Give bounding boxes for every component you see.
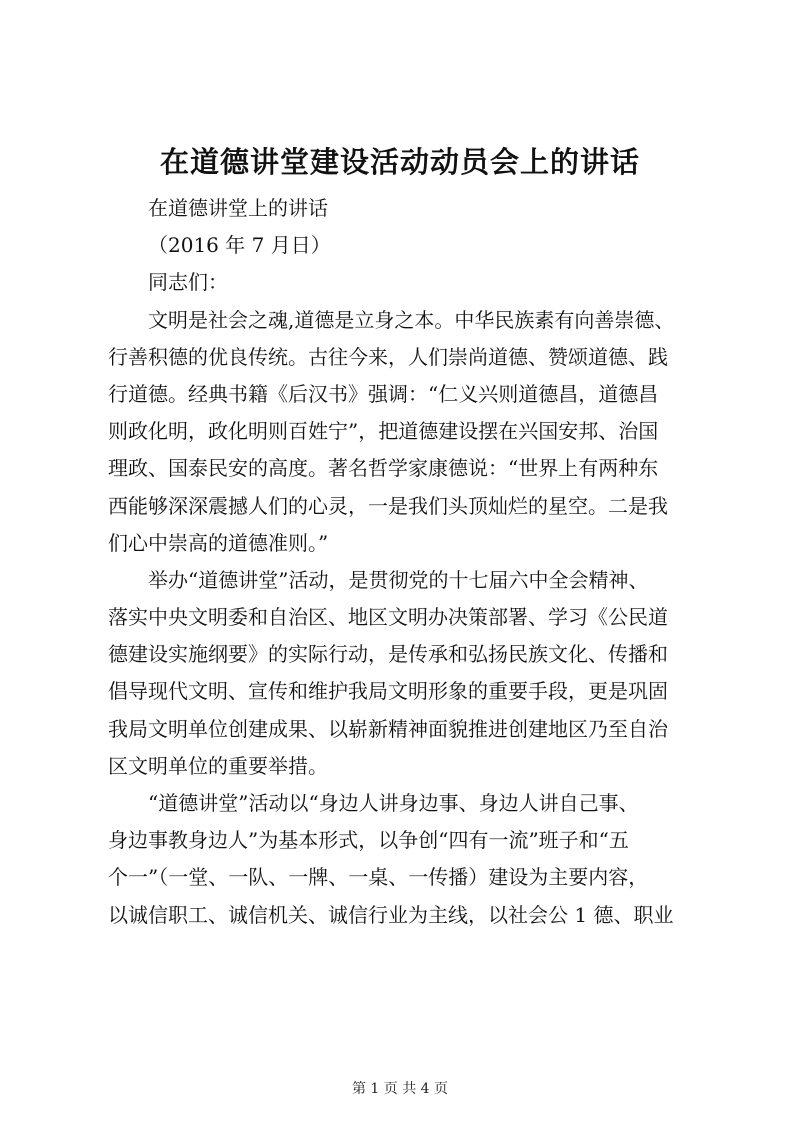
paragraph-line: 倡导现代文明、宣传和维护我局文明形象的重要手段，更是巩固: [108, 679, 668, 704]
paragraph-line: 西能够深深震撼人们的心灵，一是我们头顶灿烂的星空。二是我: [108, 493, 668, 518]
subtitle: 在道德讲堂上的讲话: [148, 196, 328, 220]
paragraph-line: 理政、国泰民安的高度。著名哲学家康德说：“世界上有两种东: [108, 456, 659, 481]
paragraph-line: 们心中崇高的道德准则。”: [108, 530, 329, 555]
paragraph-line: 落实中央文明委和自治区、地区文明办决策部署、学习《公民道: [108, 605, 668, 630]
paragraph-2: [108, 562, 698, 785]
paragraph-line: 以诚信职工、诚信机关、诚信行业为主线，以社会公 1 德、职业: [108, 902, 674, 927]
paragraph-line: 行善积德的优良传统。古往今来，人们崇尚道德、赞颂道德、践: [108, 344, 668, 369]
paragraph-line: 身边事教身边人”为基本形式，以争创“四有一流”班子和“五: [108, 828, 629, 853]
paragraph-line: 文明是社会之魂,道德是立身之本。中华民族素有向善崇德、: [148, 307, 675, 332]
paragraph-line: 我局文明单位创建成果、以崭新精神面貌推进创建地区乃至自治: [108, 716, 668, 741]
paragraph-line: 行道德。经典书籍《后汉书》强调：“仁义兴则道德昌，道德昌: [108, 381, 659, 406]
paragraph-line: 德建设实施纲要》的实际行动，是传承和弘扬民族文化、传播和: [108, 642, 668, 667]
paragraph-line: 则政化明，政化明则百姓宁”，把道德建设摆在兴国安邦、治国: [108, 419, 659, 444]
salutation: 同志们：: [148, 270, 228, 295]
speech-date: （2016 年 7 月日）: [148, 233, 331, 258]
page-footer: 第 1 页 共 4 页: [351, 1081, 449, 1097]
paragraph-line: 区文明单位的重要举措。: [108, 753, 328, 778]
document-body: [108, 190, 698, 934]
paragraph-3: [108, 785, 698, 934]
document-title: 在道德讲堂建设活动动员会上的讲话: [159, 145, 640, 179]
paragraph-line: “道德讲堂”活动以“身边人讲身边事、身边人讲自己事、: [148, 791, 639, 815]
paragraph-line: 个一”（一堂、一队、一牌、一桌、一传播）建设为主要内容，: [108, 865, 649, 890]
paragraph-1: [108, 302, 698, 562]
paragraph-line: 举办“道德讲堂”活动，是贯彻党的十七届六中全会精神、: [148, 567, 649, 592]
